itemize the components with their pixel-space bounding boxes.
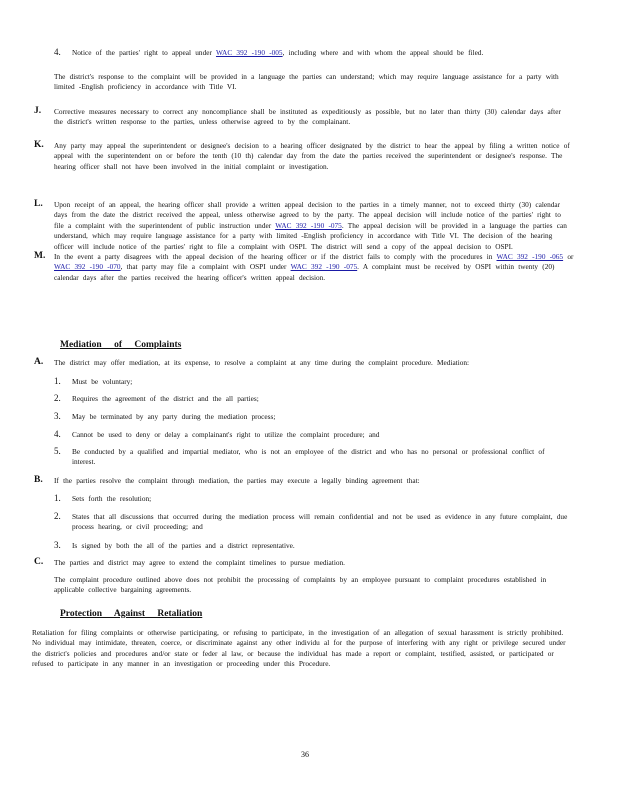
page-number: 36 [301, 750, 309, 759]
wac-link-075-a[interactable]: WAC 392 -190 -075 [275, 220, 342, 230]
agreement-item-2-text: States that all discussions that occurred during the mediation process will remain confidential and not be used as evidence in any future complaint, due process hearing, or civil proceeding; and [72, 512, 568, 532]
section-l-label: L. [34, 199, 43, 209]
mediation-item-2-number: 2. [54, 393, 61, 403]
item-4-post: , including where and with whom the appeal should be filed. [282, 48, 484, 57]
retaliation-heading: Protection Against Retaliation [60, 609, 203, 619]
section-l-pre: Upon receipt of an appeal, the hearing officer shall provide a written appeal decision to the parties in a timely manner, not to exceed thirty (30) calendar days from the date the district received the appeal, unless otherwise agreed to by the party. The appeal decision will include notice of the parties' right to file a complaint with the superintendent of public instruction under [54, 200, 561, 230]
agreement-item-1-text: Sets forth the resolution; [72, 494, 152, 503]
response-language-paragraph: The district's response to the complaint will be provided in a language the parties can understand; which may require language assistance for a party with limited -English proficiency in accordance with Title VI. [54, 72, 559, 92]
mediation-item-3-text: May be terminated by any party during the mediation process; [72, 412, 276, 421]
agreement-item-2-number: 2. [54, 511, 61, 521]
mediation-item-4-text: Cannot be used to deny or delay a complainant's right to utilize the complaint procedure; and [72, 430, 380, 439]
wac-link-070[interactable]: WAC 392 -190 -070 [54, 262, 121, 272]
agreement-item-3-text: Is signed by both the all of the parties and a district representative. [72, 541, 295, 550]
section-j-label: J. [34, 106, 42, 116]
collective-bargaining-paragraph: The complaint procedure outlined above does not prohibit the processing of complaints by an employee pursuant to complaint procedures established in applicable collective bargaining agreements. [54, 575, 547, 595]
mediation-item-4-number: 4. [54, 429, 61, 439]
section-k-text: Any party may appeal the superintendent or designee's decision to a hearing officer designated by the district to hear the appeal by filing a written notice of appeal with the superintendent on or before the tenth (10 th) calendar day from the date the parties received the superintendent or designee's response. The hearing officer shall not have been involved in the initial complaint or investigation. [54, 141, 570, 171]
mediation-item-3-number: 3. [54, 411, 61, 421]
item-4-pre: Notice of the parties' right to appeal under [72, 48, 212, 57]
section-m-t2: or [567, 252, 574, 261]
section-m-text [54, 252, 574, 283]
section-j-text: Corrective measures necessary to correct any noncompliance shall be instituted as expeditiously as possible, but no later than thirty (30) calendar days after the district's written response to the parties, unless otherwise agreed to by the complainant. [54, 107, 561, 127]
section-k-label: K. [34, 140, 44, 150]
section-m-t3: , that party may file a complaint with OSPI under [120, 262, 287, 272]
wac-link-065[interactable]: WAC 392 -190 -065 [496, 252, 564, 261]
agreement-item-3-number: 3. [54, 540, 61, 550]
wac-link-075-b[interactable]: WAC 392 -190 -075 [290, 262, 358, 272]
agreement-item-1-number: 1. [54, 493, 61, 503]
mediation-b-label: B. [34, 475, 43, 485]
item-4-text [72, 48, 572, 58]
mediation-item-5-number: 5. [54, 446, 61, 456]
section-l-post: . The appeal decision will be provided in a language the parties can understand, which may require language assistance for a party with limited -English proficiency in accordance with Title VI. The decision of the hearing officer will include notice of the parties' right to file a complaint with OSPI. The district will send a copy of the appeal decision to OSPI. [54, 220, 567, 251]
section-m-t4: . A complaint must be received by OSPI within twenty (20) calendar days after the parties received the hearing officer's written appeal decision. [54, 262, 555, 282]
wac-link-005[interactable]: WAC 392 -190 -005 [215, 48, 283, 57]
mediation-a-label: A. [34, 357, 44, 367]
mediation-heading: Mediation of Complaints [60, 340, 182, 350]
retaliation-text: Retaliation for filing complaints or otherwise participating, or refusing to participate, in the investigation of an allegation of sexual harassment is strictly prohibited. No individual may intimidate, threaten, coerce, or discriminate against any other individu al for the purpose of interfering with any right or privilege secured under the district's policies and procedures and/or state or feder al law, or because the individual has made a report or complaint, testified, assisted, or participated or refused to participate in any manner in an investigation or proceeding under this Procedure. [32, 628, 566, 669]
mediation-c-label: C. [34, 557, 44, 567]
mediation-item-2-text: Requires the agreement of the district and the all parties; [72, 394, 259, 403]
mediation-b-text: If the parties resolve the complaint through mediation, the parties may execute a legally binding agreement that: [54, 476, 420, 485]
mediation-item-5-text: Be conducted by a qualified and impartial mediator, who is not an employee of the district and who has no personal or professional conflict of interest. [72, 447, 545, 467]
item-4-number: 4. [54, 47, 61, 57]
section-m-t1: In the event a party disagrees with the appeal decision of the hearing officer or if the district fails to comply with the procedures in [54, 252, 493, 261]
mediation-c-text: The parties and district may agree to extend the complaint timelines to pursue mediation. [54, 558, 345, 567]
section-l-text [54, 200, 574, 252]
section-m-label: M. [34, 251, 46, 261]
mediation-item-1-number: 1. [54, 376, 61, 386]
mediation-a-text: The district may offer mediation, at its expense, to resolve a complaint at any time during the complaint procedure. Mediation: [54, 358, 470, 367]
mediation-item-1-text: Must be voluntary; [72, 377, 133, 386]
